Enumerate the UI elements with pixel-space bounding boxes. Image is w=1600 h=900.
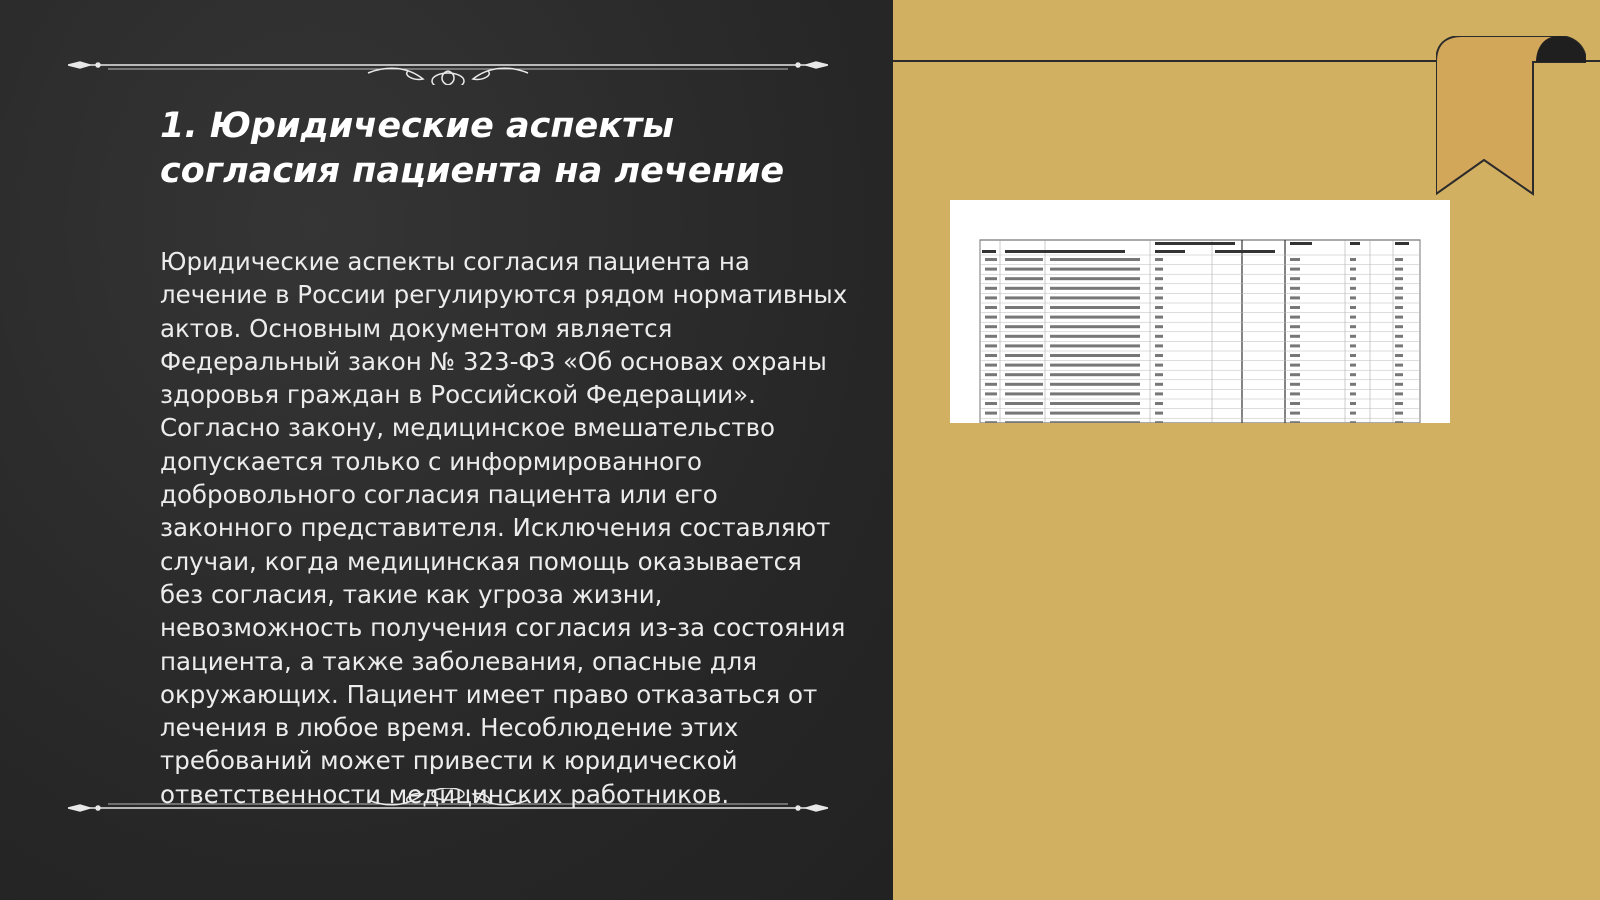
slide-title: 1. Юридические аспекты согласия пациента на лечение xyxy=(160,106,785,191)
flourish-divider-icon xyxy=(68,45,828,85)
flourish-divider-icon xyxy=(68,788,828,828)
bookmark-ribbon-icon xyxy=(1436,36,1586,198)
slide-body-text: Юридические аспекты согласия пациента на лечение в России регулируются рядом нормативных актов. Основным документом является Федеральный закон № 323-ФЗ «Об основах охраны здоровья граждан в Российской Федерации». Согласно закону, медицинское вмешательство допускается только с информированного добровольного согласия пациента или его законного представителя. Исключения составляют случаи, когда медицинская помощь оказывается без согласия, такие как угроза жизни, невозможность получения согласия из-за состояния пациента, а также заболевания, опасные для окружающих. Пациент имеет право отказаться от лечения в любое время. Несоблюдение этих требований может привести к юридической ответственности медицинских работников. xyxy=(160,247,848,809)
table-screenshot-image xyxy=(950,200,1450,423)
